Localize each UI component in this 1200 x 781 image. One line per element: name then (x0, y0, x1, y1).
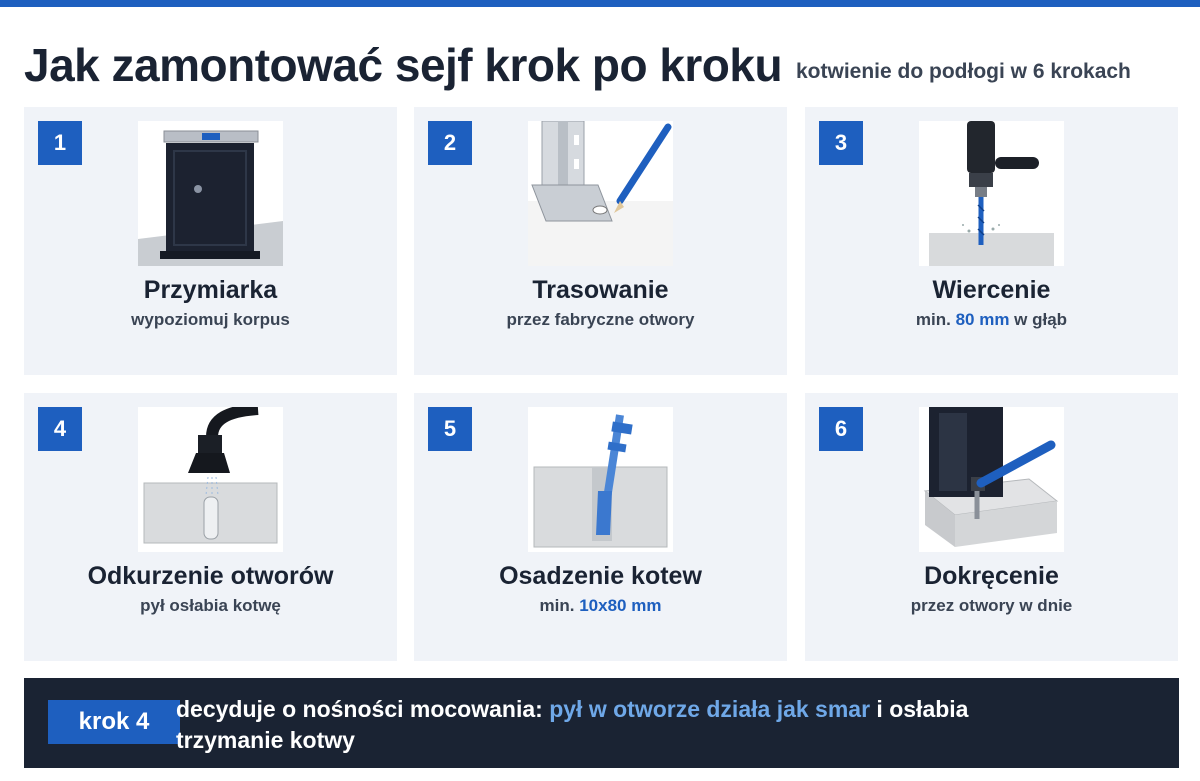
key-step-badge: krok 4 (48, 700, 180, 744)
step-subtitle: przez otwory w dnie (910, 596, 1073, 615)
step-title: Przymiarka (143, 276, 278, 304)
step-subtitle: przez fabryczne otwory (506, 310, 695, 329)
top-accent-bar (0, 0, 1200, 7)
page-title: Jak zamontować sejf krok po kroku (24, 39, 783, 91)
step-card-1 (24, 107, 397, 375)
page-subtitle: kotwienie do podłogi w 6 krokach (796, 60, 1131, 83)
header (24, 38, 1184, 98)
step-card-5 (414, 393, 787, 661)
step-number-badge: 3 (819, 121, 863, 165)
step-number-badge: 1 (38, 121, 82, 165)
key-step-banner (24, 678, 1179, 768)
step-title: Wiercenie (932, 276, 1051, 304)
step-subtitle: min. 80 mm w głąb (915, 310, 1068, 329)
anchor-bolt-icon (528, 407, 673, 552)
step-title: Dokręcenie (924, 562, 1059, 590)
hammer-drill-icon (919, 121, 1064, 266)
step-card-6 (805, 393, 1178, 661)
ratchet-wrench-icon (919, 407, 1064, 552)
step-title: Odkurzenie otworów (87, 562, 334, 590)
step-card-4 (24, 393, 397, 661)
step-title: Osadzenie kotew (499, 562, 702, 590)
pencil-marking-icon (528, 121, 673, 266)
step-subtitle: pył osłabia kotwę (140, 596, 281, 615)
key-step-text: decyduje o nośności mocowania: pył w otworze działa jak smar i osłabia trzymanie kotwy (176, 696, 969, 753)
step-number-badge: 5 (428, 407, 472, 451)
step-title: Trasowanie (532, 276, 669, 304)
vacuum-nozzle-icon (138, 407, 283, 552)
step-number-badge: 2 (428, 121, 472, 165)
step-subtitle: wypoziomuj korpus (131, 310, 290, 329)
step-number-badge: 6 (819, 407, 863, 451)
step-subtitle: min. 10x80 mm (539, 596, 662, 615)
step-card-2 (414, 107, 787, 375)
safe-with-level-icon (138, 121, 283, 266)
step-card-3 (805, 107, 1178, 375)
step-number-badge: 4 (38, 407, 82, 451)
